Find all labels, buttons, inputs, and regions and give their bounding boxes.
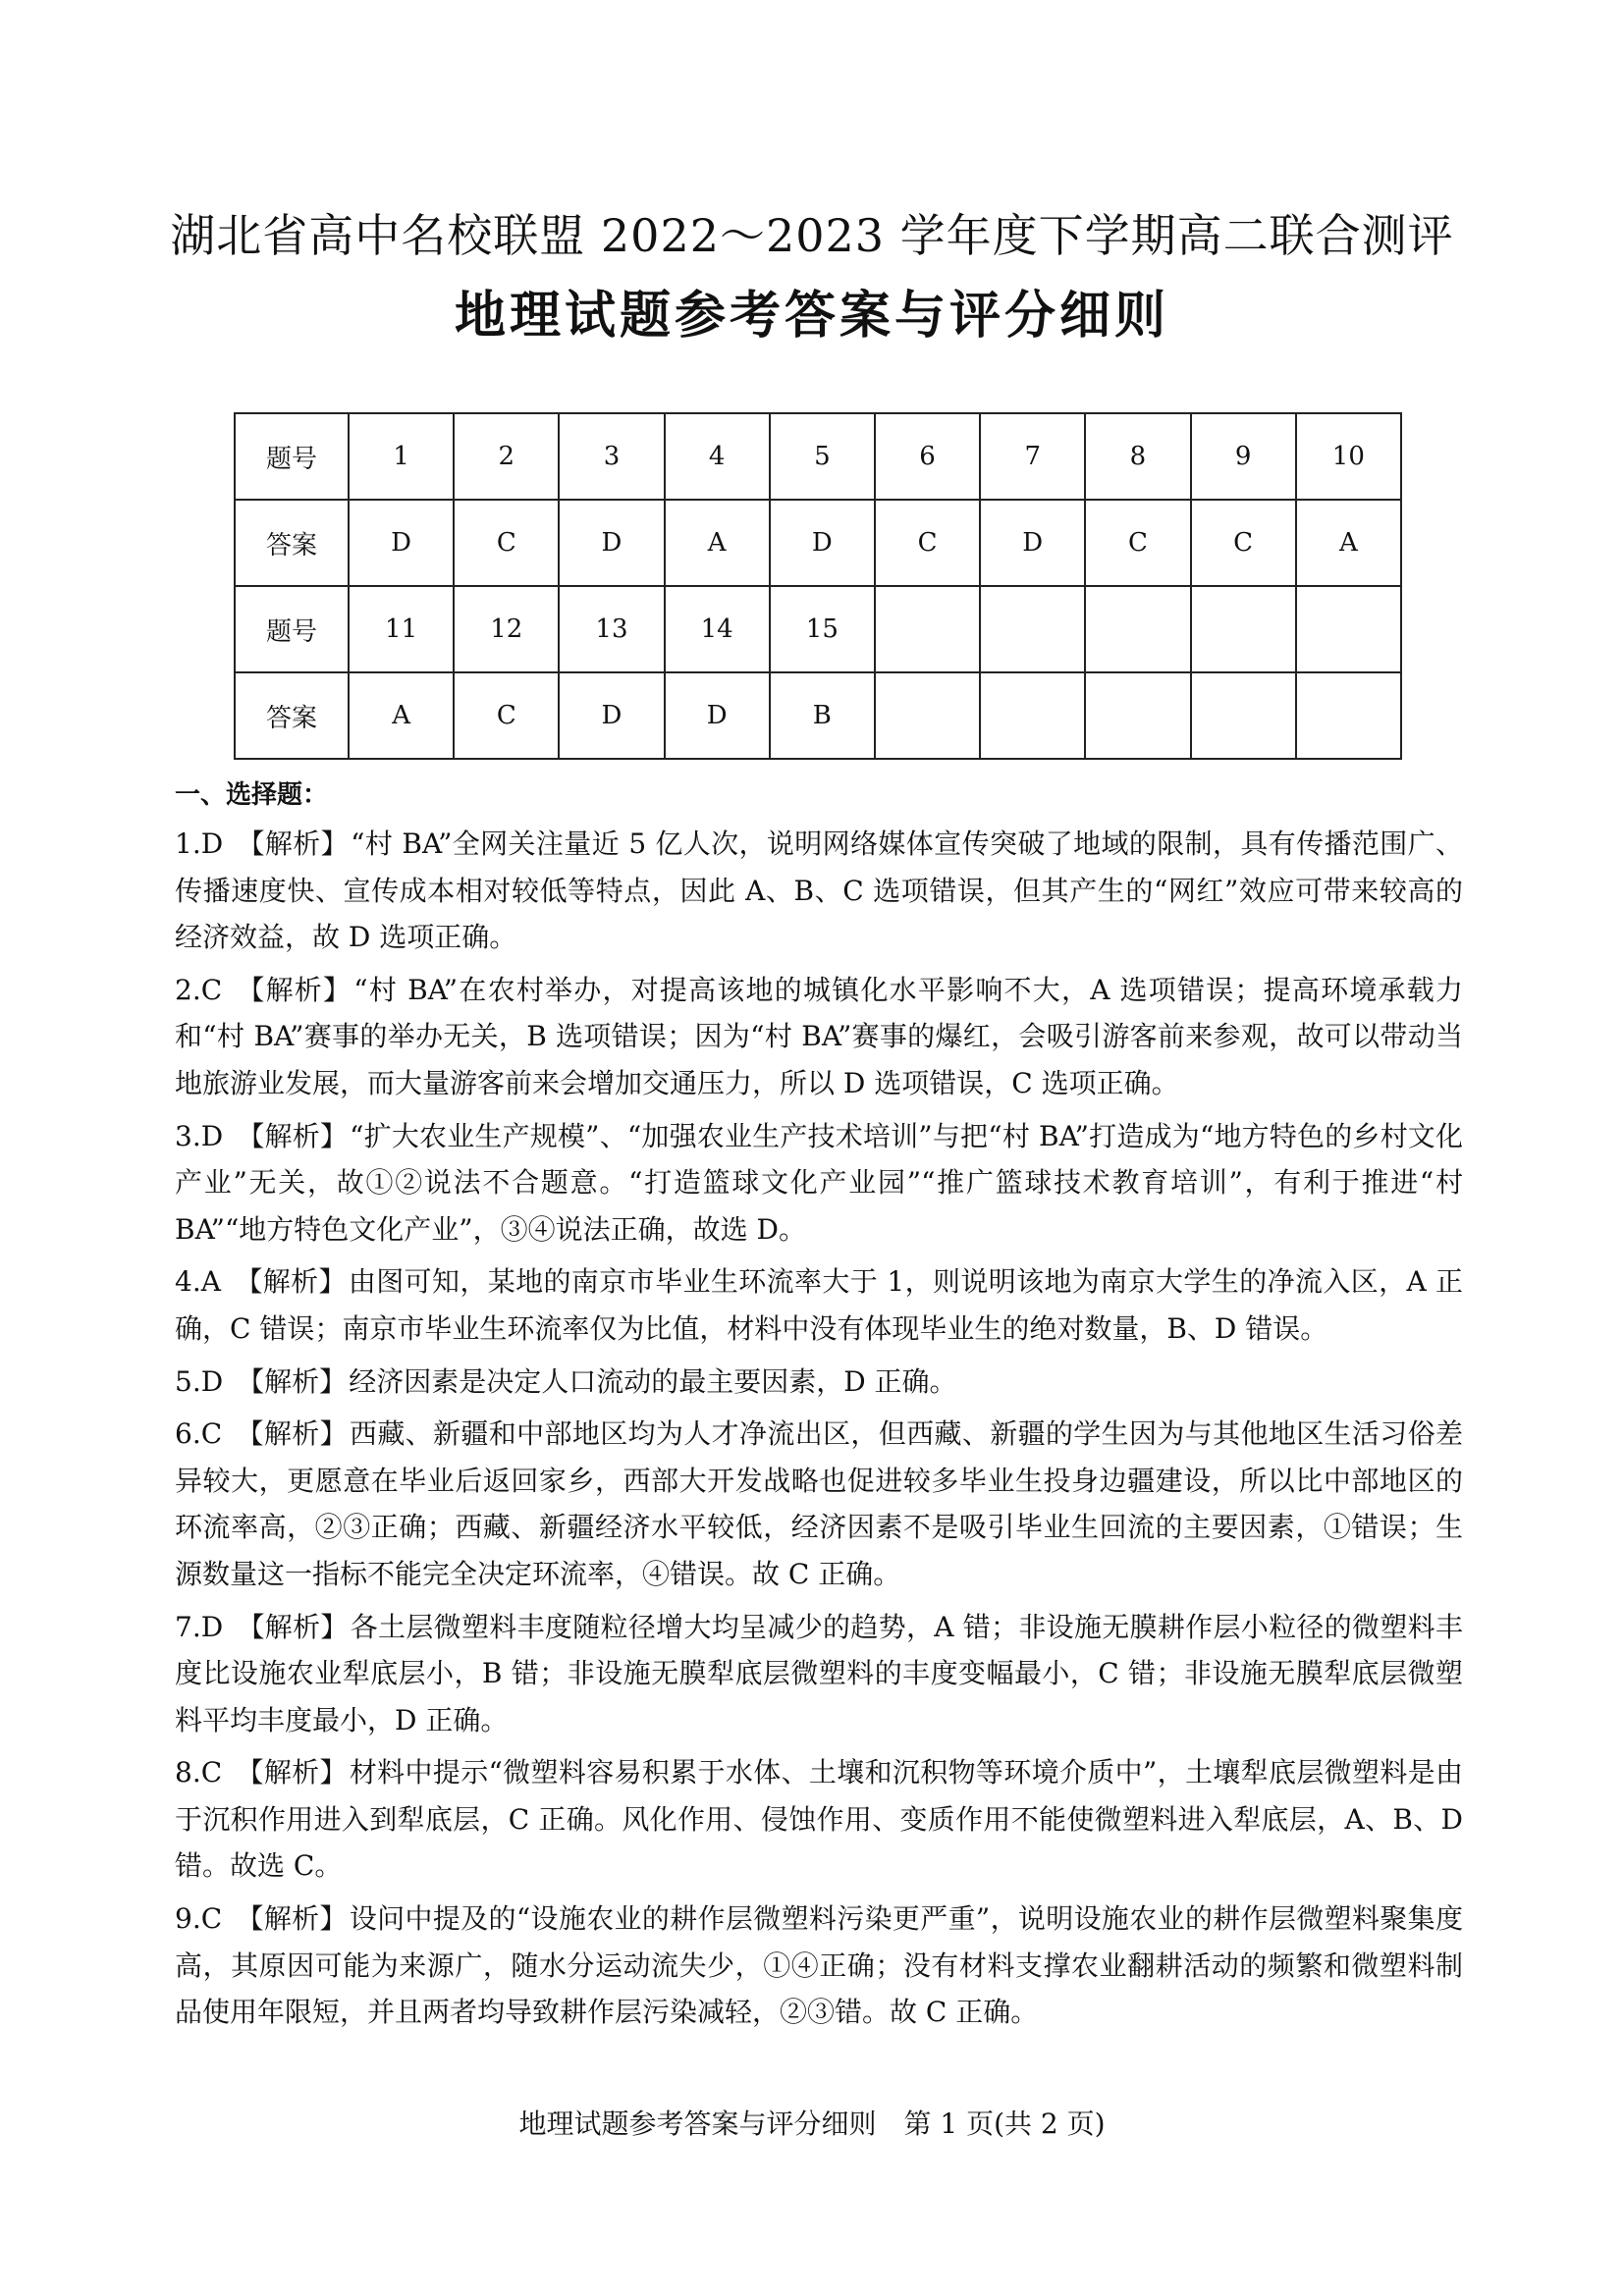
table-cell: D (770, 500, 875, 586)
item-number: 8.C (175, 1756, 223, 1789)
table-cell: A (1296, 500, 1401, 586)
table-cell: 10 (1296, 413, 1401, 500)
question-number-row (235, 413, 1401, 500)
row-header-cell: 题号 (235, 586, 349, 672)
table-cell: 3 (559, 413, 664, 500)
table-cell: 12 (454, 586, 559, 672)
item-text: “扩大农业生产规模”、“加强农业生产技术培训”与把“村 BA”打造成为“地方特色的乡村文化产业”无关，故①②说法不合题意。“打造篮球文化产业园”“推广篮球技术教育培训”，有利于推进“村 BA”“地方特色文化产业”，③④说法正确，故选 D。 (175, 1119, 1463, 1246)
table-cell: 6 (875, 413, 980, 500)
analysis-tag: 【解析】 (237, 828, 350, 860)
explanation-list (175, 821, 1463, 2042)
table-cell: C (1085, 500, 1190, 586)
table-cell: 8 (1085, 413, 1190, 500)
table-cell: C (454, 672, 559, 759)
list-item (175, 1749, 1463, 1890)
table-cell (980, 672, 1085, 759)
item-number: 4.A (175, 1265, 221, 1299)
table-cell (1085, 586, 1190, 672)
table-cell: 14 (665, 586, 770, 672)
table-cell (1085, 672, 1190, 759)
item-number: 9.C (175, 1902, 223, 1936)
analysis-tag: 【解析】 (236, 1756, 348, 1789)
list-item (175, 1411, 1463, 1597)
table-cell: D (349, 500, 454, 586)
table-cell (1191, 586, 1296, 672)
table-cell: D (665, 672, 770, 759)
item-number: 6.C (175, 1417, 223, 1451)
table-cell: D (559, 672, 664, 759)
list-item (175, 967, 1463, 1107)
table-cell: A (665, 500, 770, 586)
item-number: 1.D (175, 828, 224, 860)
answer-table (234, 412, 1402, 760)
analysis-tag: 【解析】 (237, 1364, 348, 1398)
table-cell: 9 (1191, 413, 1296, 500)
section-title: 一、选择题： (175, 780, 329, 810)
list-item (175, 1604, 1463, 1744)
item-text: “村 BA”在农村举办，对提高该地的城镇化水平影响不大，A 选项错误；提高环境承载力和“村 BA”赛事的举办无关，B 选项错误；因为“村 BA”赛事的爆红，会吸引游客前来参观，故可以带动当地旅游业发展，而大量游客前来会增加交通压力，所以 D 选项错误，C 选项正确。 (175, 973, 1463, 1099)
analysis-tag: 【解析】 (234, 1265, 347, 1299)
list-item (175, 821, 1463, 961)
answer-row (235, 500, 1401, 586)
answer-row (235, 672, 1401, 759)
table-cell (980, 586, 1085, 672)
row-header-cell: 答案 (235, 672, 349, 759)
item-text: 由图可知，某地的南京市毕业生环流率大于 1，则说明该地为南京大学生的净流入区，A 正确，C 错误；南京市毕业生环流率仅为比值，材料中没有体现毕业生的绝对数量，B、D 错误。 (175, 1265, 1463, 1345)
table-cell: 11 (349, 586, 454, 672)
document-title: 湖北省高中名校联盟 2022～2023 学年度下学期高二联合测评 (170, 209, 1454, 262)
row-header-cell: 题号 (235, 413, 349, 500)
table-cell (875, 586, 980, 672)
analysis-tag: 【解析】 (236, 1417, 348, 1451)
item-number: 7.D (175, 1610, 224, 1643)
page-footer: 地理试题参考答案与评分细则 第 1 页(共 2 页) (518, 2108, 1106, 2140)
analysis-tag: 【解析】 (237, 1610, 349, 1643)
table-cell (1296, 672, 1401, 759)
table-cell: B (770, 672, 875, 759)
analysis-tag: 【解析】 (237, 1119, 349, 1152)
table-cell: 4 (665, 413, 770, 500)
item-text: 经济因素是决定人口流动的最主要因素，D 正确。 (349, 1364, 957, 1398)
table-cell (1296, 586, 1401, 672)
row-header-cell: 答案 (235, 500, 349, 586)
table-cell (1191, 672, 1296, 759)
analysis-tag: 【解析】 (236, 1902, 348, 1936)
list-item (175, 1258, 1463, 1352)
table-cell: C (454, 500, 559, 586)
table-cell: 1 (349, 413, 454, 500)
item-text: 设问中提及的“设施农业的耕作层微塑料污染更严重”，说明设施农业的耕作层微塑料聚集度高，其原因可能为来源广，随水分运动流失少，①④正确；没有材料支撑农业翻耕活动的频繁和微塑料制品使用年限短，并且两者均导致耕作层污染减轻，②③错。故 C 正确。 (175, 1902, 1463, 2029)
item-number: 5.D (175, 1364, 224, 1398)
question-number-row (235, 586, 1401, 672)
item-text: “村 BA”全网关注量近 5 亿人次，说明网络媒体宣传突破了地域的限制，具有传播范围广、传播速度快、宣传成本相对较低等特点，因此 A、B、C 选项错误，但其产生的“网红”效应可带来较高的经济效益，故 D 选项正确。 (175, 828, 1463, 954)
table-cell: D (980, 500, 1085, 586)
list-item (175, 1359, 1463, 1406)
item-text: 各土层微塑料丰度随粒径增大均呈减少的趋势，A 错；非设施无膜耕作层小粒径的微塑料丰度比设施农业犁底层小，B 错；非设施无膜犁底层微塑料的丰度变幅最小，C 错；非设施无膜犁底层微塑料平均丰度最小，D 正确。 (175, 1610, 1463, 1736)
list-item (175, 1113, 1463, 1254)
item-text: 西藏、新疆和中部地区均为人才净流出区，但西藏、新疆的学生因为与其他地区生活习俗差异较大，更愿意在毕业后返回家乡，西部大开发战略也促进较多毕业生投身边疆建设，所以比中部地区的环流率高，②③正确；西藏、新疆经济水平较低，经济因素不是吸引毕业生回流的主要因素，①错误；生源数量这一指标不能完全决定环流率，④错误。故 C 正确。 (175, 1417, 1463, 1590)
table-cell: C (1191, 500, 1296, 586)
document-subtitle: 地理试题参考答案与评分细则 (454, 287, 1169, 346)
table-cell: 15 (770, 586, 875, 672)
item-number: 2.C (175, 973, 223, 1006)
item-number: 3.D (175, 1119, 224, 1152)
table-cell: 5 (770, 413, 875, 500)
analysis-tag: 【解析】 (236, 973, 352, 1006)
table-cell: 13 (559, 586, 664, 672)
item-text: 材料中提示“微塑料容易积累于水体、土壤和沉积物等环境介质中”，土壤犁底层微塑料是由于沉积作用进入到犁底层，C 正确。风化作用、侵蚀作用、变质作用不能使微塑料进入犁底层，A、B、D 错。故选 C。 (175, 1756, 1463, 1883)
list-item (175, 1896, 1463, 2036)
table-cell: A (349, 672, 454, 759)
table-cell (875, 672, 980, 759)
table-cell: 7 (980, 413, 1085, 500)
table-cell: C (875, 500, 980, 586)
table-cell: D (559, 500, 664, 586)
table-cell: 2 (454, 413, 559, 500)
